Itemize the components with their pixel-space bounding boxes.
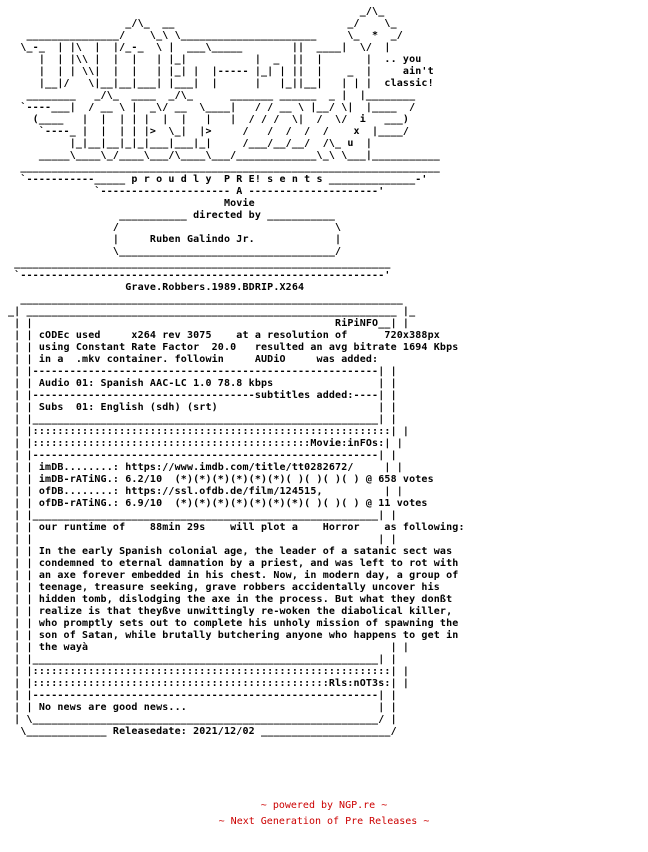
footer-powered-by: ~ powered by NGP.re ~ bbox=[260, 800, 388, 811]
nfo-text-block: _/\_ _/\_ __ _/ \_ _______________/ \_\ \______________________ \_ * _/ \_-_ | |\ | |/_-_ \ | ___\_____ || ____| \/ | | | |\\ | | | | |_| | _ || | | .. you | | | \\| | | | |_| | |----- |_| | || | _ | ain't |__|/ \|__|__|___| |___| | | |_||__| | | | classic! ________ _/\_ ____ _/\_ _______ ______ _ | |________ `----___| / __ \ | _\/ __ \____| / / __ \ |__/ \| |____ / (____ | | | | | | | | | / / / \| / \/ i ___) `----_ | | | | |> \_| |> / / / / / x |____/ |_|__|__|_|_|___|___|_| /___/__/__/ /\_ u | _____\____\_/____\___/\____\___/_____________\_\ \___|___________ ____________________________________________________________________ `-----------_____ p r o u d l y P R E! s e n t s ______________-' `--------------------- A ---------------------' Movie ___________ directed by ___________ / \ | Ruben Galindo Jr. | \___________________________________/ _____________________________________________________________ `-----------------------------------------------------------' Grave.Robbers.1989.BDRIP.X264 ______________________________________________________________ _| ____________________________________________________________ |_ | | RiPiNFO__| | | | cODEc used x264 rev 3075 at a resolution of 720x388px | | using Constant Rate Factor 20.0 resulted an avg bitrate 1694 Kbps | | in a .mkv container. followin AUDiO was added: | |--------------------------------------------------------| | | | Audio 01: Spanish AAC-LC 1.0 78.8 kbps | | | |------------------------------------subtitles added:----| | | | Subs 01: English (sdh) (srt) | | | |________________________________________________________| | | |::::::::::::::::::::::::::::::::::::::::::::::::::::::::::| | | |:::::::::::::::::::::::::::::::::::::::::::::Movie:inFOs:| | | |--------------------------------------------------------| | | | imDB........: https://www.imdb.com/title/tt0282672/ | | | | imDB-rATiNG.: 6.2/10 (*)(*)(*)(*)(*)(*)( )( )( )( ) @ 658 votes | | ofDB........: https://ssl.ofdb.de/film/124515, | | | | ofDB-rATiNG.: 6.9/10 (*)(*)(*)(*)(*)(*)(*)( )( )( ) @ 11 votes | |________________________________________________________| | | | our runtime of 88min 29s will plot a Horror as following: | | | | | | In the early Spanish colonial age, the leader of a satanic sect was | | condemned to eternal damnation by a priest, and was left to rot with | | an axe forever embedded in his chest. Now, in modern day, a group of | | teenage, treasure seeking, grave robbers accidentally uncover his | | hidden tomb, dislodging the axe in the process. But what they donßt | | realize is that theyßve unwittingly re-woken the diabolical killer, | | who promptly sets out to complete his unholy mission of spawning the | | son of Satan, while brutally butchering anyone who happens to get in | | the wayà | | | |________________________________________________________| | | |::::::::::::::::::::::::::::::::::::::::::::::::::::::::::| | | |::::::::::::::::::::::::::::::::::::::::::::::::Rls:nOT3s:| | | |--------------------------------------------------------| | | | No news are good news... | | | \________________________________________________________/ | \_____________ Releasedate: 2021/12/02 _____________________/ bbox=[8, 6, 465, 737]
footer-tagline: ~ Next Generation of Pre Releases ~ bbox=[218, 816, 430, 827]
